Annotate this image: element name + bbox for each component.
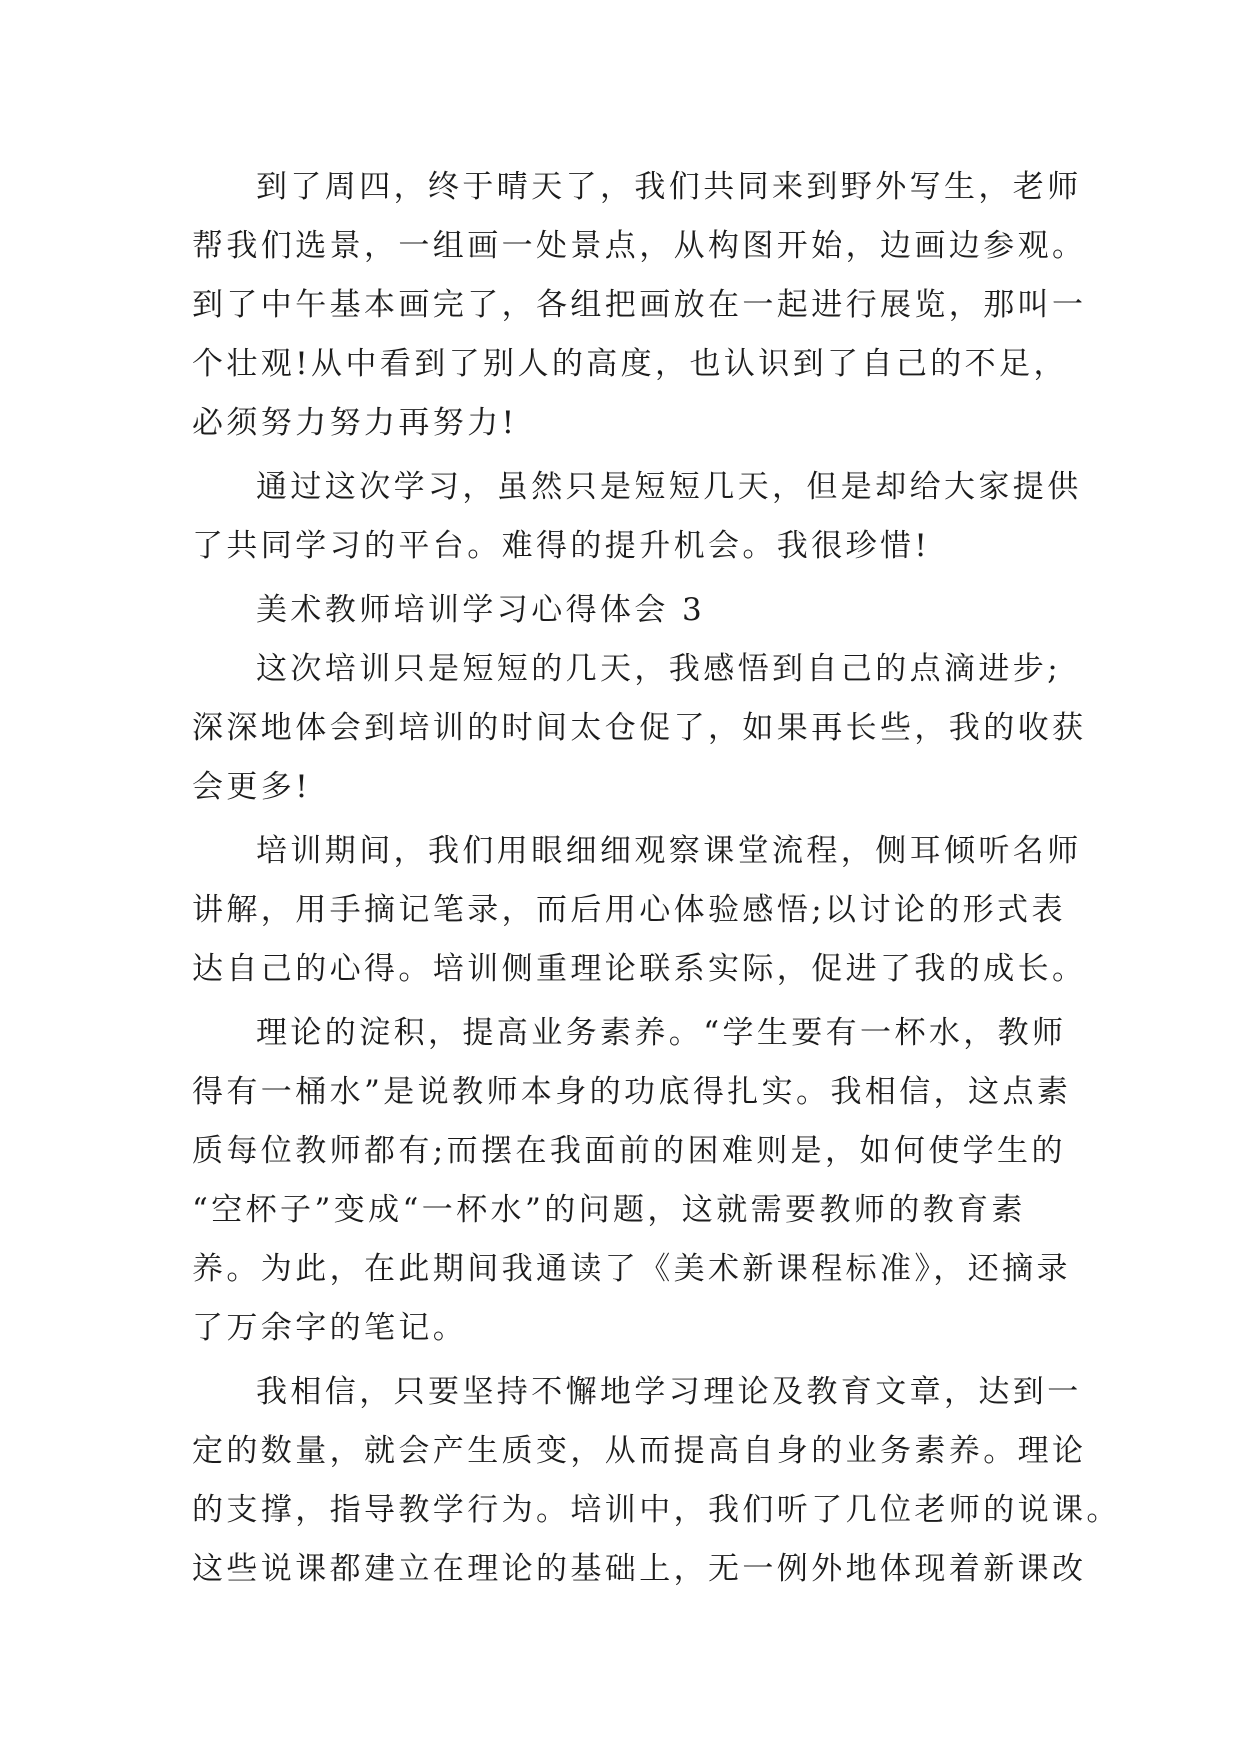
paragraph-line: 得有一桶水”是说教师本身的功底得扎实。我相信，这点素 — [192, 1074, 1072, 1110]
section-heading: 美术教师培训学习心得体会 3 — [256, 592, 706, 628]
paragraph-line: 的支撑，指导教学行为。培训中，我们听了几位老师的说课。 — [192, 1492, 1121, 1528]
paragraph-line: 理论的淀积，提高业务素养。“学生要有一杯水，教师 — [256, 1015, 1067, 1051]
paragraph-line: 到了周四，终于晴天了，我们共同来到野外写生，老师 — [256, 169, 1082, 205]
paragraph-line: 必须努力努力再努力! — [192, 405, 518, 441]
paragraph-line: 这次培训只是短短的几天，我感悟到自己的点滴进步; — [256, 651, 1062, 687]
paragraph-line: 这些说课都建立在理论的基础上，无一例外地体现着新课改 — [192, 1551, 1087, 1587]
document-body — [192, 158, 1121, 1599]
paragraph-line: 养。为此，在此期间我通读了《美术新课程标准》，还摘录 — [192, 1251, 1071, 1287]
paragraph-line: 定的数量，就会产生质变，从而提高自身的业务素养。理论 — [192, 1433, 1087, 1469]
paragraph-line: “空杯子”变成“一杯水”的问题，这就需要教师的教育素 — [192, 1192, 1026, 1228]
paragraph-line: 帮我们选景，一组画一处景点，从构图开始，边画边参观。 — [192, 228, 1087, 264]
paragraph-line: 了共同学习的平台。难得的提升机会。我很珍惜! — [192, 528, 931, 564]
paragraph-line: 个壮观!从中看到了别人的高度，也认识到了自己的不足， — [192, 346, 1068, 382]
paragraph-line: 讲解，用手摘记笔录，而后用心体验感悟;以讨论的形式表 — [192, 892, 1066, 928]
paragraph-line: 会更多! — [192, 769, 312, 805]
paragraph-line: 培训期间，我们用眼细细观察课堂流程，侧耳倾听名师 — [256, 833, 1082, 869]
paragraph-line: 达自己的心得。培训侧重理论联系实际，促进了我的成长。 — [192, 951, 1087, 987]
paragraph-line: 了万余字的笔记。 — [192, 1310, 468, 1346]
paragraph-line: 质每位教师都有;而摆在我面前的困难则是，如何使学生的 — [192, 1133, 1066, 1169]
paragraph-line: 深深地体会到培训的时间太仓促了，如果再长些，我的收获 — [192, 710, 1087, 746]
paragraph-line: 我相信，只要坚持不懈地学习理论及教育文章，达到一 — [256, 1374, 1082, 1410]
paragraph-line: 到了中午基本画完了，各组把画放在一起进行展览，那叫一 — [192, 287, 1087, 323]
paragraph-line: 通过这次学习，虽然只是短短几天，但是却给大家提供 — [256, 469, 1082, 505]
